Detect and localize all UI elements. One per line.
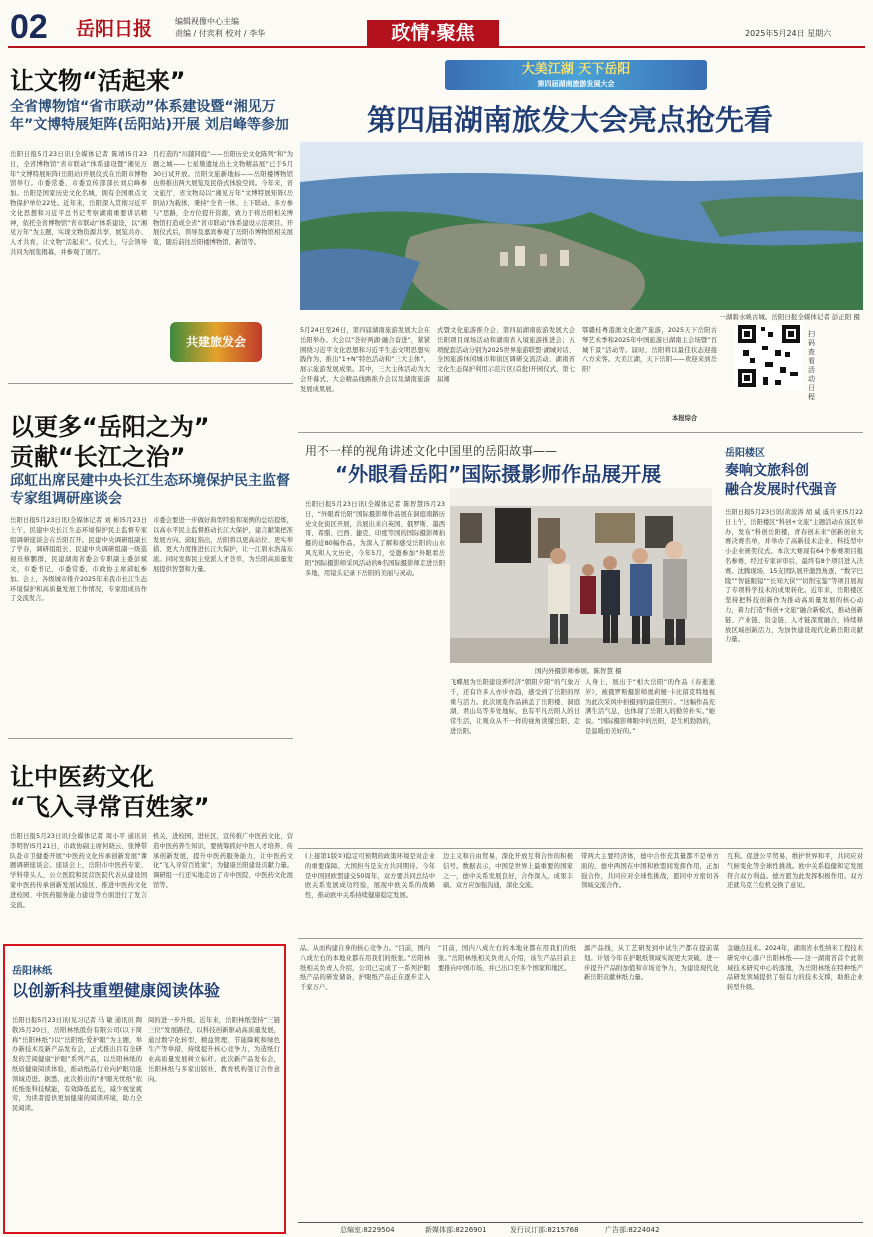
article6-col5: 金融点技术。2024年，湖南省水性纳米工程技术研究中心落户岳阳林纸——这一湖南省首个此领域技术研究中心的落地，为岳阳林纸在特种纸产品研发领域提供了强有力的技术支撑，助推企业转型升级。 bbox=[727, 945, 863, 992]
article5-col4: 互利。促进公平贸易，维护世界和平，共同应对气候变化等全球性挑战。欧中关系稳健和定发展符合双方利益。德方愿为此发挥积极作用。双方还就乌克兰危机交换了意见。 bbox=[727, 853, 863, 890]
feature-col1: 5月24日至26日，第四届湖南旅游发展大会在岳阳举办。大会以“荟好两湖·融合奋进”，紧紧围绕习近平文化思想和习近平生态文明思想实践作为，推出“1+N”特色活动和“三大主体”，展示旅游发展成果。其中，三大主体活动为大会开幕式、大会精品线路推介会以及湖南旅游发展成果展。 bbox=[300, 327, 430, 393]
page-number: 02 bbox=[10, 8, 48, 46]
article2-title-line1: 以更多“岳阳之为” bbox=[10, 413, 210, 441]
article1-title: 让文物“活起来” bbox=[10, 67, 186, 95]
divider bbox=[298, 848, 863, 849]
feature-photo-caption: 一湖碧水映古城。岳阳日报全媒体记者 彭正阳 摄 bbox=[719, 313, 860, 321]
feature-banner-text: 大美江湖 天下岳阳 bbox=[521, 62, 631, 77]
feature2-kicker: 用不一样的视角讲述文化中国里的岳阳故事—— bbox=[305, 444, 558, 458]
article6-tag: 岳阳林纸 bbox=[12, 966, 52, 977]
article4-col2: 机关，进校园，进社区，宣传推广中医药文化，营造中医药养生知识，要统筹抓好中医人才培养、传承创新发展，提升中医药服务能力，让中医药文化“飞入寻常百姓家”，为健康岳阳建设贡献力量。调研组一行还实地走访了市中医院、中医药文化展馆等。 bbox=[153, 833, 293, 889]
article1-col2: 月打造的“川越同庭”——岳阳历史文化陈列“和”为题之城——七星墩遗址出土文物精品展”已于5月30日试开放。岳阳文旅新地标——岳阳楼博物馆也将推出两大展览及民俗式体验空间。今年来，省文旅厅、省文物局以“湘见万年”文博特展矩阵(岳阳站)为载体，秉持“全省一体、上下联动、多方参与”思路，全方位提升资源，致力于将岳阳相关博物馆打造成全省“省市联动”体系建设示范项目。开展仪式后，领导及嘉宾参观了岳阳市博物馆相关展览，随后前往岳阳楼博物馆、新馆等。 bbox=[153, 151, 293, 247]
article5-col1: (上接第1版①)稳定可预期的政策环境是对企业的重要保障。大国担当是友方共同期待。今年是中国回欧盟建交50周年，双方要共同总结中欧关系发展成功经验，展现中欧关系的战略性，推动欧中关系持续健康稳定发展。 bbox=[305, 853, 435, 900]
article6-col2: 阅的进一步升级。近年来，岳阳林纸坚持“三链三位”发展路径，以科技创新驱动高质量发展，通过数字化转型、精益管理、节能降耗和绿色生产等举措，持续提升核心竞争力，为造纸行业高质量发展树立标杆。此次新产品发布会，岳阳林纸与多家出版社、教育机构签订合作意向。 bbox=[148, 1017, 280, 1083]
footer-tel2: 新媒体部:8226901 bbox=[425, 1226, 487, 1234]
article2-col2: 市委会要进一步做好典型经验和案例的总结提炼，以高水平民主监督推动长江大保护，建言献策把准发展方向。邱虹指出，岳阳将以更高站位、更实举措、更大力度推进长江大保护，让一江碧水浩荡东流。同时发挥民主党派人才荟萃，为岳阳高质量发展提供智慧和力量。 bbox=[153, 517, 293, 573]
feature-col2: 式暨文化旅游推介会、第四届湖南旅游发展大会岳阳项目现场活动和湖南省入境旅游推进会；五项配套活动分别为2025世界旅游联盟·湖城对话、全国旅游休闲城市和街区调研交流活动、湖南省文化生态保护利用示范片区(首批)开园仪式、第七届湘 bbox=[437, 327, 575, 383]
newspaper-logo: 岳阳日报 bbox=[76, 18, 153, 40]
feature-title: 第四届湖南旅发大会亮点抢先看 bbox=[366, 103, 773, 137]
footer-rule bbox=[298, 1222, 863, 1223]
feature-banner-sub: 第四届湖南旅游发展大会 bbox=[537, 80, 615, 88]
article4-title-line2: “飞入寻常百姓家” bbox=[10, 793, 210, 821]
article3-title-line2: 融合发展时代强音 bbox=[725, 482, 837, 498]
article6-col4: 源产品线，从工艺研发到中试生产都在提前谋划。计划今年在护眼纸领域实现更大突破，进一步提升产品附加值和市场竞争力，为建设现代化新岳阳贡献林纸力量。 bbox=[584, 945, 719, 982]
article6-col3: 品。从而构建自身的核心竞争力。“目前，国内八成左右的本地业都在用我们的纸张。”岳阳林纸相关负责人介绍，公司已完成了一系列护眼纸产品的研发储备，护眼纸产品正在逐步走入千家万户。 bbox=[300, 945, 430, 992]
article5-col2: 边主义和自由贸易，深化开放互利合作的积极信号。数据表示，中国是世界上最重要的国家之一，德中关系发展良好，合作深入，成果丰硕。双方应加强沟通，深化交流。 bbox=[443, 853, 573, 890]
footer-tel4: 广告部:8224042 bbox=[605, 1226, 660, 1234]
article1-subtitle: 全省博物馆“省市联动”体系建设暨“湘见万年”文博特展矩阵(岳阳站)开展 刘启峰等参加 bbox=[10, 99, 289, 133]
conference-logo-badge: 共建旅发会 bbox=[170, 322, 262, 362]
feature2-col2: 飞蝶展为岳阳建设养经济“朝阳夕阳”的气象万千，还有许多人亦步亦趋，感受到了岳阳的厚重与活力。此次展览作品涵盖了岳阳楼、洞庭湖、君山岛等多处地标，也有平凡岳阳人的日常生活，让观众从不一样的视角读懂岳阳、走进岳阳。 bbox=[450, 679, 580, 735]
divider bbox=[298, 432, 863, 433]
feature-col3-byline: 本报综合 bbox=[672, 415, 698, 422]
section-title: 政情·聚焦 bbox=[367, 20, 499, 46]
lake-city-photo bbox=[300, 142, 863, 310]
divider bbox=[8, 738, 293, 739]
article3-tag: 岳阳楼区 bbox=[725, 448, 765, 459]
feature2-col3: 人身上，展出于“相大岳阳”的作品《春逝逝岁》，被俄罗斯摄影师奥莉娅·卡比留克特地视为此次采风中拍摄到的最佳照片。“这幅作品充满生活气息，也体现了岳阳人的勤劳朴实。”她说。“国际摄影师眼中的岳阳，是生机勃勃的，是温暖而美好的。” bbox=[585, 679, 715, 735]
header-date: 2025年5月24日 星期六 bbox=[745, 29, 832, 38]
header-rule bbox=[8, 46, 865, 48]
article3-body: 岳阳日报5月23日讯(黄波涛 胡 威 戚兵亚)5月22日上午，岳阳楼区“科创+文旅”主题活动在该区举办，发布“科创岳阳楼，青春创未来”创新创业大赛决赛名单，并举办了高新技术企业、科技型中小企业颁奖仪式。本次大赛现有64个参赛项目报名参赛，经过专家评审后，最终有8个项目进入决赛。沈腾现场，15支团队展开激烈角逐，“数字巴陵”“智能眼镜”“长知大侠”“切削宝鉴”等项目展现了专项科学技术的成果转化。近年来，岳阳楼区坚持把科技创新作为推动高质量发展的核心动力，着力打造“科创+文旅”融合新模式，推动创新链、产业链、资金链、人才链深度融合，持续释放区域创新活力，为加快建设现代化新岳阳贡献力量。 bbox=[725, 509, 863, 644]
header-editors: 编辑视像中心主编 bbox=[175, 17, 239, 26]
article6-title: 以创新科技重塑健康阅读体验 bbox=[12, 981, 221, 1000]
article2-title-line2: 贡献“长江之治” bbox=[10, 443, 186, 471]
qr-code-icon[interactable] bbox=[735, 322, 803, 390]
exhibition-photo bbox=[450, 488, 712, 663]
divider bbox=[8, 383, 293, 384]
article4-title-line1: 让中医药文化 bbox=[10, 763, 154, 791]
article1-col1: 岳阳日报5月23日讯(全媒体记者 陈靖)5月23日，全省博物馆“省市联动”体系建设暨“湘见万年”文博特展矩阵(岳阳站)开展仪式在岳阳市博物馆举行。市委常委、市委宣传部部长刘启峰参加。岳阳是国家历史文化名城，拥有全国重点文物保护单位22处。近年来，岳阳深入贯彻习近平文化思想和习近平总书记考察湖南重要讲话精神，依托全省博物馆“省市联动”体系建设，以“湘见万年”为主题，实现文物资源共享、展览共办、人才共育，让文物“活起来”。仪式上，与会领导共同为展览揭幕，并参观了展厅。 bbox=[10, 151, 147, 256]
article3-title-line1: 奏响文旅科创 bbox=[725, 463, 809, 479]
feature2-photo-caption: 国内外摄影师参展。陈智慧 摄 bbox=[535, 667, 622, 675]
qr-label: 扫码查看活动日程 bbox=[808, 330, 815, 401]
feature2-col1: 岳阳日报5月23日讯(全媒体记者 陈智慧)5月23日，“外眼看岳阳”国际摄影师作品展在洞庭南路历史文化街区开展，共展出来自英国、俄罗斯、墨西哥、希腊、巴西、捷克、印度等国的国际摄影师拍摄的近80幅作品。为深入了解和感受岳阳的山水风光和人文历史，今年5月，受邀参加“外眼看岳阳”国际摄影师采风活动的8名国际摄影师走进岳阳多地，用镜头记录下岳阳的美丽与灵动。 bbox=[305, 501, 445, 577]
footer-tel: 总编室:8229504 bbox=[340, 1226, 395, 1234]
feature-col3: 鄂赣桂粤港澳文化遗产旅游，2025天下岳阳古琴艺术季和2025年中国旅游日湖南主会场暨“百城千景”活动等。届时，岳阳将以最佳状态迎接八方来客。大美江湖，天下岳阳——欢迎来到岳阳！ bbox=[582, 327, 717, 374]
feature-banner bbox=[445, 60, 707, 90]
article6-col1: 岳阳日报5月23日讯(见习记者 马 敏 通讯员 陶 敬)5月20日，岳阳林纸股份有限公司(以下简称“岳阳林纸”)以“岳阳纸·爱护眼”为主题，举办新技术及新产品发布会，正式推出目有全研发的芝阅健康“护眼”系列产品，以岳阳林纸的纸质健康阅读体验，推动纸品行业向护眼功能领域迈进。据悉，此次推出的“护眼无忧纸”依托纸张科技赋能，有效降低蓝光，减少视觉疲劳，为读者提供更加健康的阅读环境，助力全民阅读。 bbox=[12, 1017, 142, 1113]
header-staff: 责编 / 付宾利 校对 / 李华 bbox=[175, 29, 266, 38]
divider bbox=[298, 938, 863, 939]
feature2-title: “外眼看岳阳”国际摄影师作品展开展 bbox=[335, 462, 662, 486]
article6-upper-col2: “目前，国内八成左右的本地业都在用我们的纸张。”岳阳林纸相关负责人介绍，该生产品目前主要推向中国市场，并已出口至多个国家和地区。 bbox=[438, 945, 576, 972]
article5-col3: 带两大主要经济体，德中合作充其量都不是单方面的，德中两国在中国和欧盟间发挥作用，正加强合作，共同应对全球性挑战，愿同中方密切各领域交流合作。 bbox=[581, 853, 719, 890]
footer-tel3: 发行议订部:8215768 bbox=[510, 1226, 579, 1234]
article2-subtitle: 邱虹出席民建中央长江生态环境保护民主监督专家组调研座谈会 bbox=[10, 473, 290, 507]
article2-col1: 岳阳日报5月23日讯(全媒体记者 刘 彬)5月23日上午，民建中央长江生态环境保护民主监督专家组调研座谈会在岳阳召开。民建中央调研组副长了学春，调研组组长、民建中央调研组副一级巡视员蔡鹏群，民建湖南省委会专职副主委彭斌文，市委书记、市委常委，市政协主席邱虹参加。会上，各级城市推介2025年来我市长江生态环境保护和高质量发展工作情况，专家组成员作了交流发言。 bbox=[10, 517, 147, 603]
article4-col1: 岳阳日报5月23日讯(全媒体记者 周小平 通讯员 李明智)5月21日，市政协副主席何晓云、张博带队赴市卫健委开展“中医药文化传承创新发展”课题调研座谈会。座谈会上，岳阳市中医药专家、学科带头人、公立医院和民营医院代表从建设国家中医药传承创新发展试验区、推进中医药文化进校园、中医药服务能力建设等方面进行了发言交流。 bbox=[10, 833, 147, 909]
